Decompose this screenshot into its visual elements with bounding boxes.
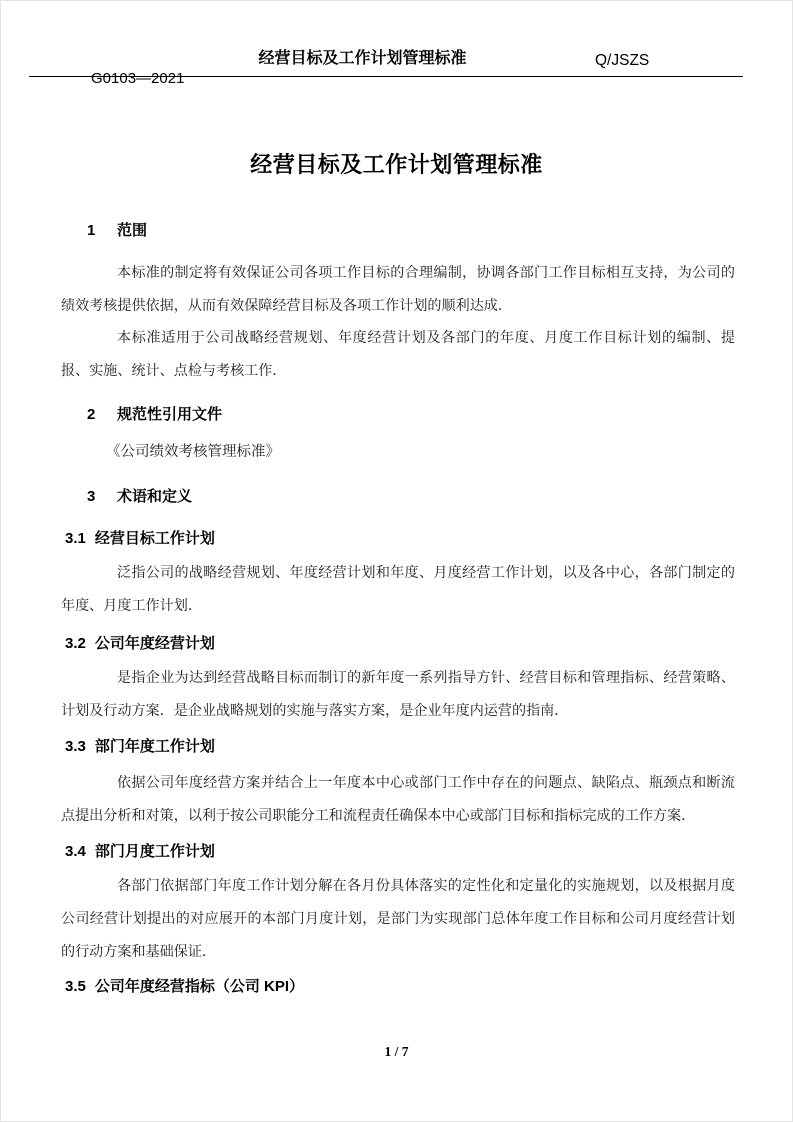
subsection-title: 公司年度经营指标（公司 KPI） [94,978,305,995]
paragraph-3-3: 依据公司年度经营方案并结合上一年度本中心或部门工作中存在的问题点、缺陷点、瓶颈点和断流点提出分析和对策，以利于按公司职能分工和流程责任确保本中心或部门目标和指标完成的工作方案． [61,775,735,824]
section-title: 范围 [117,222,148,239]
subsection-number: 3.4 [65,843,86,860]
section-heading-1 [87,221,147,240]
referenced-document: 《公司绩效考核管理标准》 [106,444,280,460]
subsection-heading-3-4 [65,842,215,861]
section-title: 规范性引用文件 [117,406,223,423]
subsection-number: 3.5 [65,978,86,995]
section-number: 1 [87,222,96,239]
paragraph-scope-1: 本标准的制定将有效保证公司各项工作目标的合理编制，协调各部门工作目标相互支持，为公司的绩效考核提供依据，从而有效保障经营目标及各项工作计划的顺利达成． [61,265,735,314]
subsection-number: 3.2 [65,635,86,652]
section-heading-3 [87,487,192,506]
header-standard-number: G0103—2021 [91,70,185,87]
page-title: 经营目标及工作计划管理标准 [250,152,543,177]
header-doc-title: 经营目标及工作计划管理标准 [258,50,467,67]
subsection-title: 部门年度工作计划 [94,738,215,755]
section-title: 术语和定义 [117,488,193,505]
subsection-title: 经营目标工作计划 [94,530,215,547]
subsection-number: 3.1 [65,530,86,547]
header-doc-code: Q/JSZS [595,52,650,69]
subsection-heading-3-1 [65,529,215,548]
paragraph-3-2: 是指企业为达到经营战略目标而制订的新年度一系列指导方针、经营目标和管理指标、经营策略、计划及行动方案．是企业战略规划的实施与落实方案，是企业年度内运营的指南． [61,670,735,719]
paragraph-scope-2: 本标准适用于公司战略经营规划、年度经营计划及各部门的年度、月度工作目标计划的编制、提报、实施、统计、点检与考核工作． [61,330,735,379]
section-heading-2 [87,405,222,424]
section-number: 2 [87,406,96,423]
page-number: 1 / 7 [384,1044,409,1059]
section-number: 3 [87,488,96,505]
subsection-title: 公司年度经营计划 [94,635,215,652]
subsection-heading-3-3 [65,737,215,756]
paragraph-3-1: 泛指公司的战略经营规划、年度经营计划和年度、月度经营工作计划，以及各中心，各部门制定的年度、月度工作计划． [61,565,735,614]
subsection-title: 部门月度工作计划 [94,843,215,860]
subsection-heading-3-5 [65,977,304,996]
subsection-number: 3.3 [65,738,86,755]
paragraph-3-4: 各部门依据部门年度工作计划分解在各月份具体落实的定性化和定量化的实施规划，以及根据月度公司经营计划提出的对应展开的本部门月度计划，是部门为实现部门总体年度工作目标和公司月度经营计划的行动方案和基础保证． [61,878,735,960]
subsection-heading-3-2 [65,634,215,653]
